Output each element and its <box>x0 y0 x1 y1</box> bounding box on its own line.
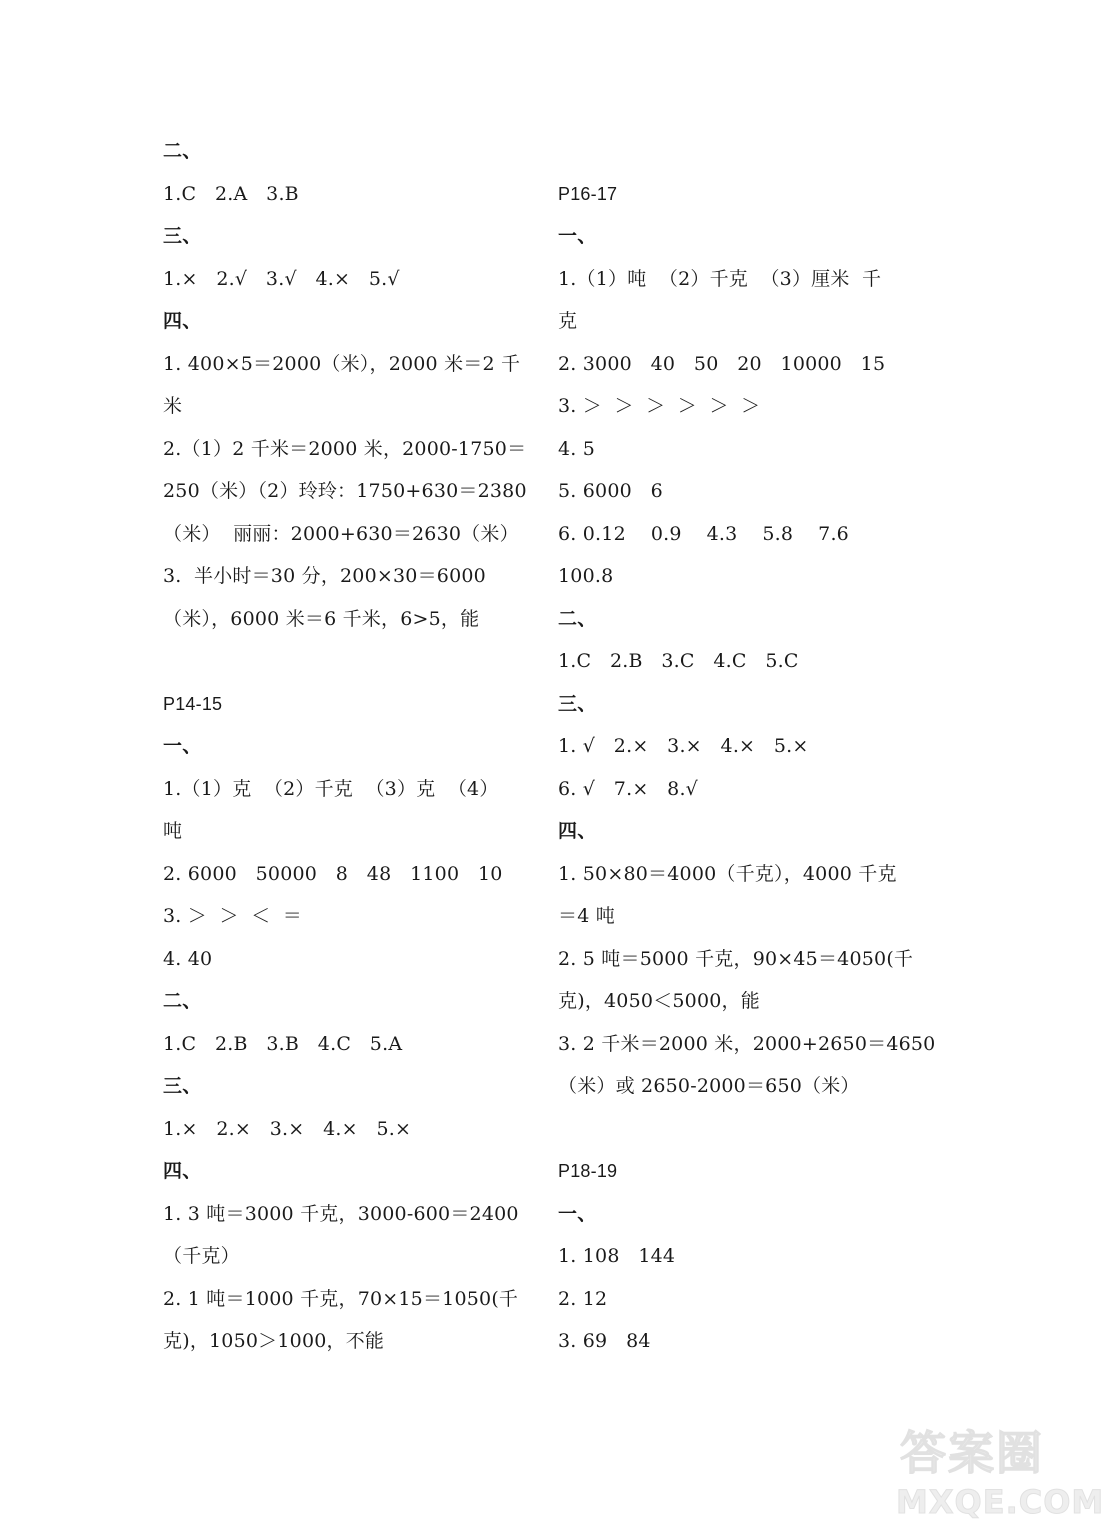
section-heading: 二、 <box>163 990 202 1012</box>
section-heading: 二、 <box>558 607 597 630</box>
section-heading: 三、 <box>558 692 597 715</box>
watermark-logo <box>890 1411 1104 1521</box>
answer-line: 100.8 <box>558 565 614 587</box>
answer-line: 1.× 2.× 3.× 4.× 5.× <box>163 1117 412 1140</box>
answer-line: 4. 5 <box>558 437 596 460</box>
answer-line: 米 <box>163 395 183 417</box>
answer-line: 2. 1 吨＝1000 千克，70×15＝1050(千 <box>163 1287 519 1310</box>
section-heading: 四、 <box>558 820 597 842</box>
section-heading: 三、 <box>163 1075 202 1097</box>
answer-line: 1.（1）吨 （2）千克 （3）厘米 千 <box>558 267 882 290</box>
answer-line: 克 <box>558 310 578 332</box>
answer-line: （米）或 2650-2000＝650（米） <box>558 1075 860 1097</box>
answer-line: 3. 2 千米＝2000 米，2000+2650＝4650 <box>558 1032 936 1055</box>
section-heading: 四、 <box>163 1160 202 1182</box>
answer-line: 1.× 2.√ 3.√ 4.× 5.√ <box>163 267 400 290</box>
watermark-top-text: 答案圈 <box>900 1426 1044 1480</box>
answer-line: 2. 3000 40 50 20 10000 15 <box>558 352 886 375</box>
section-heading: 一、 <box>558 225 597 247</box>
section-heading: 四、 <box>163 310 202 332</box>
answer-line: 1. √ 2.× 3.× 4.× 5.× <box>558 735 809 757</box>
answer-line: 1.C 2.B 3.C 4.C 5.C <box>558 650 799 672</box>
page-range-label: P16-17 <box>558 183 618 204</box>
section-heading: 二、 <box>163 140 202 162</box>
answer-line: 1.（1）克 （2）千克 （3）克 （4） <box>163 777 499 800</box>
answer-line: 250（米）（2）玲玲：1750+630＝2380 <box>163 480 527 502</box>
answer-line: 2.（1）2 千米＝2000 米，2000-1750＝ <box>163 437 527 460</box>
answer-line: 6. √ 7.× 8.√ <box>558 777 698 800</box>
answer-line: 1.C 2.A 3.B <box>163 182 299 205</box>
answer-line: 1. 400×5＝2000（米），2000 米＝2 千 <box>163 352 521 375</box>
answer-line: 3. ＞ ＞ ＜ ＝ <box>163 905 303 927</box>
page-range-label: P18-19 <box>558 1161 618 1181</box>
answer-line: 3. ＞ ＞ ＞ ＞ ＞ ＞ <box>558 395 761 417</box>
answer-line: 1. 108 144 <box>558 1245 676 1267</box>
answer-line: 4. 40 <box>163 947 213 970</box>
section-heading: 一、 <box>163 735 202 757</box>
answer-line: 2. 12 <box>558 1287 608 1310</box>
spacer <box>558 1108 923 1151</box>
answer-line: 2. 5 吨＝5000 千克，90×45＝4050(千 <box>558 947 914 970</box>
section-heading: 三、 <box>163 225 202 247</box>
answer-line: 克)，1050＞1000，不能 <box>163 1330 385 1352</box>
answer-line: （米） 丽丽：2000+630＝2630（米） <box>163 522 519 545</box>
answer-line: 1. 50×80＝4000（千克），4000 千克 <box>558 862 897 885</box>
answer-line: 3. 69 84 <box>558 1330 651 1352</box>
watermark-bottom-text: MXQE.COM <box>896 1483 1104 1521</box>
answer-line: （千克） <box>163 1245 240 1267</box>
answer-line: 吨 <box>163 820 183 842</box>
answer-line: 1.C 2.B 3.B 4.C 5.A <box>163 1032 403 1055</box>
answer-line: 5. 6000 6 <box>558 480 663 502</box>
left-column <box>163 130 528 1363</box>
page-range-label: P14-15 <box>163 693 223 714</box>
answer-line: 2. 6000 50000 8 48 1100 10 <box>163 862 503 885</box>
answer-line: 6. 0.12 0.9 4.3 5.8 7.6 <box>558 522 849 545</box>
answer-line: （米），6000 米＝6 千米，6>5，能 <box>163 607 480 630</box>
answer-line: 1. 3 吨＝3000 千克，3000-600＝2400 <box>163 1202 519 1225</box>
spacer <box>558 130 923 173</box>
answer-line: 克)，4050＜5000，能 <box>558 990 760 1012</box>
answer-line: 3. 半小时＝30 分，200×30＝6000 <box>163 565 486 587</box>
right-column <box>558 130 936 1363</box>
answer-line: ＝4 吨 <box>558 905 615 927</box>
spacer <box>163 640 528 683</box>
section-heading: 一、 <box>558 1202 597 1225</box>
